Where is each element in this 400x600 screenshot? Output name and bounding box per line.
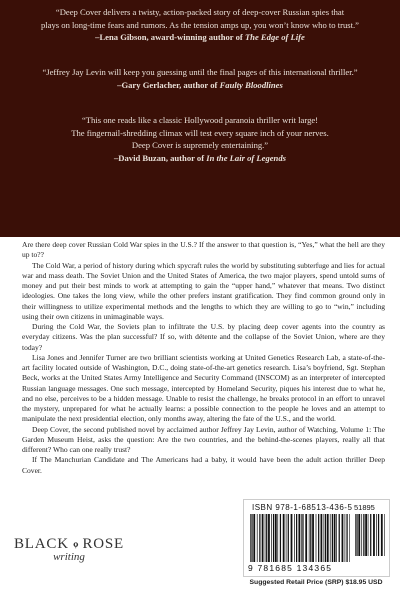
endorsement-quote-line: “Jeffrey Jay Levin will keep you guessing until the final pages of this international thriller.” bbox=[42, 67, 358, 77]
endorsement-attribution: –Lena Gibson, award-winning author of The Edge of Life bbox=[95, 32, 305, 42]
endorsement-quote-line: The fingernail-shredding climax will test every square inch of your nerves. bbox=[71, 127, 329, 138]
synopsis-paragraph: Are there deep cover Russian Cold War spies in the U.S.? If the answer to that question is, “Yes,” what the hell are they up to?? bbox=[22, 240, 385, 260]
barcode-addon-digits: 51895 bbox=[354, 503, 375, 512]
endorsement-quote-line: “This one reads like a classic Hollywood paranoia thriller writ large! bbox=[81, 115, 319, 125]
synopsis-paragraph: During the Cold War, the Soviets plan to infiltrate the U.S. by placing deep cover agents into the country as everyday citizens. Was the plan successful? If so, with détente and the collapse of the Soviet Union, where are they today? bbox=[22, 322, 385, 352]
publisher-logo bbox=[14, 536, 124, 563]
barcode-bars bbox=[250, 514, 350, 562]
endorsement-attribution: –Gary Gerlacher, author of Faulty Bloodlines bbox=[117, 79, 283, 90]
isbn-barcode bbox=[243, 499, 390, 577]
endorsements-panel bbox=[0, 0, 400, 237]
publisher-name-right: ROSE bbox=[82, 536, 124, 552]
synopsis-paragraph: Deep Cover, the second published novel by acclaimed author Jeffrey Jay Levin, author of Watching, Volume 1: The Garden Museum Heist, asks the question: Are the two countries, and the behind-the-scenes players, really all that different? Who can one really trust? bbox=[22, 424, 385, 454]
barcode-addon-bars bbox=[355, 514, 385, 556]
synopsis-paragraph: Lisa Jones and Jennifer Turner are two brilliant scientists working at United Genetics Research Lab, a state-of-the-art facility located outside of Washington, D.C., doing state-of-the-art genetics research. Lisa’s boyfriend, Sgt. Stephan Beck, works at the United States Army Intelligence and Security Command (INSCOM) as an interpreter of intercepted Russian language messages. One such message, intercepted by Homeland Security, piques his interest due to what he, and no else, perceives to be a hidden message. Unable to resist the challenge, he breaks protocol in an effort to unravel the mystery, unprepared for what he actually learns: a possible connection to the people he loves and an attempt to manipulate the next presidential election, only months away, altering the fate of the U.S., and the world. bbox=[22, 352, 385, 424]
barcode-digits: 9 781685 134365 bbox=[248, 563, 333, 573]
endorsement-attribution: –David Buzan, author of In the Lair of Legends bbox=[114, 152, 286, 163]
endorsement bbox=[10, 6, 390, 44]
publisher-subtitle: writing bbox=[53, 551, 85, 563]
synopsis-paragraph: The Cold War, a period of history during which spycraft rules the world by substituting subterfuge and lies for actual war and mass death. The Soviet Union and the United States of America, the two major players, spend untold sums of money and put their best minds to work at attempting to gain the “upper hand,” whatever that means. Two distinct ideologies. One takes the long view, while the other prefers instant gratification. They find common ground only in their willingness to utilize experimental methods and the lengths to which they are willing to go to “win,” including using their own citizens in unimaginable ways. bbox=[22, 260, 385, 321]
publisher-name-left: BLACK bbox=[14, 536, 69, 552]
endorsement bbox=[10, 114, 390, 164]
endorsement-quote-line: “Deep Cover delivers a twisty, action-packed story of deep-cover Russian spies that bbox=[55, 7, 345, 17]
synopsis-paragraph: If The Manchurian Candidate and The Americans had a baby, it would have been the adult action thriller Deep Cover. bbox=[22, 455, 385, 475]
endorsement bbox=[10, 66, 390, 91]
isbn-number: ISBN 978-1-68513-436-5 bbox=[252, 503, 353, 512]
rose-icon bbox=[72, 538, 80, 552]
suggested-retail-price: Suggested Retail Price (SRP) $18.95 USD bbox=[249, 579, 383, 586]
endorsement-quote-line: Deep Cover is supremely entertaining.” bbox=[131, 140, 269, 150]
endorsement-quote-line: plays on long-time fears and rumors. As the tension amps up, you won’t know who to trust.” bbox=[40, 19, 359, 30]
book-synopsis bbox=[22, 240, 385, 476]
